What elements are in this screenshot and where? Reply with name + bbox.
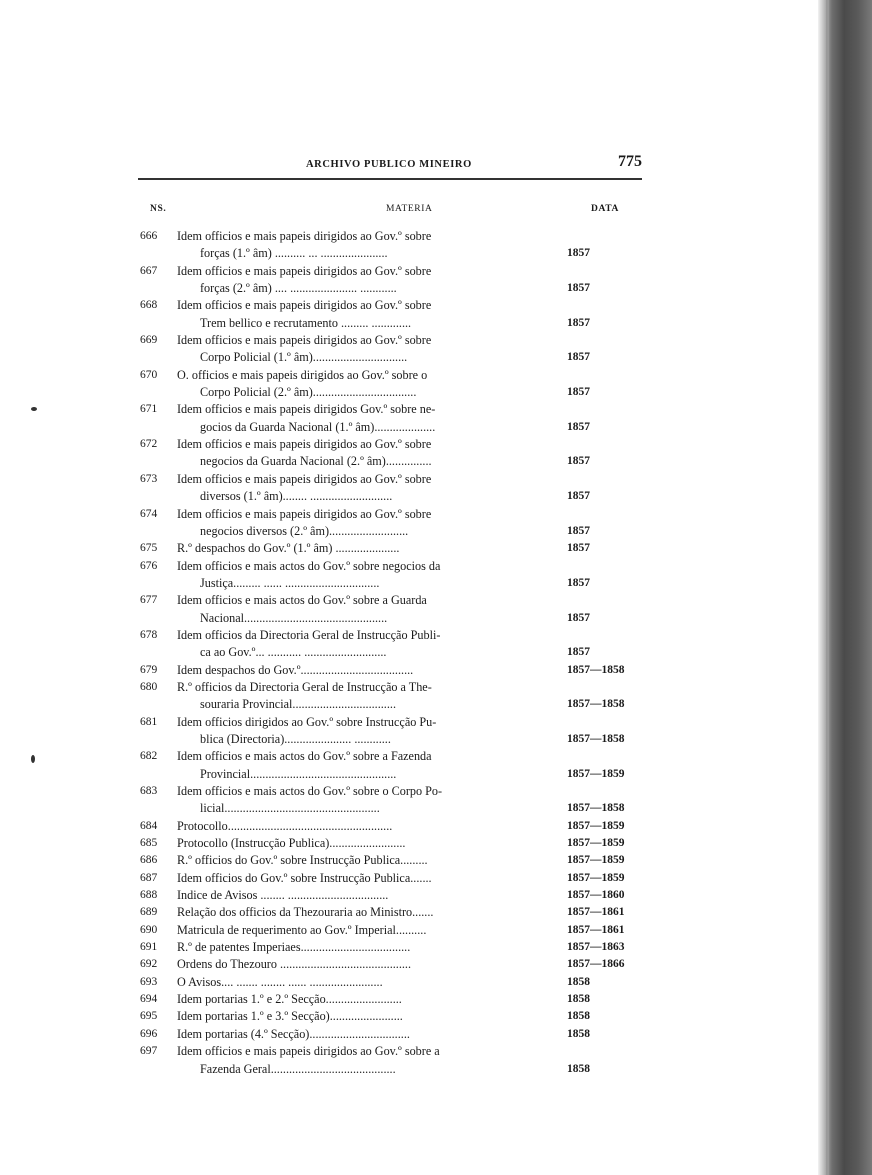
entry-date: 1857—1861 (567, 923, 625, 936)
catalog-entry (140, 471, 640, 506)
entry-number: 669 (140, 334, 158, 347)
entry-subject-continuation: Nacional............................................... (200, 610, 388, 625)
entry-subject-line: Idem portarias (4.º Secção)................................. (177, 1026, 410, 1041)
entry-number: 681 (140, 715, 158, 728)
ink-speck (31, 755, 35, 763)
entry-subject-line: Idem despachos do Gov.º..................................... (177, 662, 414, 677)
entry-number: 687 (140, 871, 158, 884)
entry-subject-line: Idem officios e mais papeis dirigidos ao Gov.º sobre (177, 263, 432, 278)
entry-date: 1857—1861 (567, 906, 625, 919)
entry-number: 692 (140, 958, 158, 971)
catalog-list (140, 228, 640, 1078)
entry-subject-line: R.º despachos do Gov.º (1.º âm) ..................... (177, 541, 400, 556)
entry-subject-line: Idem officios dirigidos ao Gov.º sobre Instrucção Pu- (177, 714, 437, 729)
entry-date: 1857 (567, 542, 590, 555)
entry-subject-line: Idem officios e mais papeis dirigidos ao Gov.º sobre (177, 506, 432, 521)
entry-number: 691 (140, 941, 158, 954)
entry-subject-continuation: ca ao Gov.º... ........... ........................... (200, 645, 387, 660)
entry-number: 689 (140, 906, 158, 919)
entry-date: 1858 (567, 1010, 590, 1023)
catalog-entry (140, 1008, 640, 1025)
entry-date: 1857 (567, 455, 590, 468)
entry-number: 668 (140, 299, 158, 312)
entry-subject-line: O Avisos.... ....... ........ ...... ........................ (177, 974, 383, 989)
entry-date: 1857 (567, 351, 590, 364)
entry-date: 1857—1859 (567, 819, 625, 832)
entry-subject (177, 679, 529, 714)
entry-subject-line: R.º de patentes Imperiaes.................................... (177, 940, 411, 955)
catalog-entry (140, 939, 640, 956)
entry-number: 673 (140, 472, 158, 485)
catalog-entry (140, 974, 640, 991)
catalog-entry (140, 887, 640, 904)
entry-subject-continuation: negocios da Guarda Nacional (2.º âm)............... (200, 454, 432, 469)
catalog-entry (140, 297, 640, 332)
entry-date: 1858 (567, 1062, 590, 1075)
entry-subject-continuation: diversos (1.º âm)........ ........................... (200, 489, 393, 504)
catalog-entry (140, 783, 640, 818)
entry-number: 686 (140, 854, 158, 867)
catalog-entry (140, 1043, 640, 1078)
column-header-date: DATA (591, 204, 619, 214)
entry-date: 1857 (567, 576, 590, 589)
entry-subject (177, 1026, 529, 1043)
entry-number: 693 (140, 975, 158, 988)
entry-subject-continuation: Corpo Policial (1.º âm)............................... (200, 350, 408, 365)
book-binding-edge (818, 0, 872, 1175)
entry-number: 696 (140, 1027, 158, 1040)
entry-subject-line: Idem officios e mais actos do Gov.º sobre a Fazenda (177, 749, 432, 764)
entry-subject (177, 367, 529, 402)
catalog-entry (140, 332, 640, 367)
entry-date: 1858 (567, 993, 590, 1006)
entry-subject-line: R.º officios da Directoria Geral de Instrucção a The- (177, 679, 432, 694)
entry-subject (177, 558, 529, 593)
entry-subject-continuation: Corpo Policial (2.º âm).................................. (200, 385, 417, 400)
entry-subject (177, 332, 529, 367)
entry-subject (177, 401, 529, 436)
entry-subject (177, 818, 529, 835)
entry-number: 697 (140, 1045, 158, 1058)
entry-subject-line: Idem officios e mais actos do Gov.º sobre o Corpo Po- (177, 784, 443, 798)
entry-date: 1857 (567, 490, 590, 503)
entry-date: 1857 (567, 282, 590, 295)
entry-subject (177, 904, 529, 921)
entry-subject-line: Idem officios e mais papeis dirigidos ao Gov.º sobre (177, 229, 432, 243)
catalog-entry (140, 679, 640, 714)
entry-subject (177, 228, 529, 263)
entry-date: 1858 (567, 975, 590, 988)
entry-subject-continuation: blica (Directoria)...................... ............ (200, 731, 391, 746)
entry-subject-continuation: negocios diversos (2.º âm).......................... (200, 523, 409, 538)
catalog-entry (140, 558, 640, 593)
entry-subject (177, 714, 529, 749)
entry-number: 694 (140, 993, 158, 1006)
entry-date: 1857 (567, 316, 590, 329)
catalog-entry (140, 922, 640, 939)
ink-speck (31, 407, 37, 411)
entry-subject (177, 506, 529, 541)
entry-subject-line: Idem portarias 1.º e 3.º Secção)........................ (177, 1009, 403, 1024)
entry-date: 1857 (567, 386, 590, 399)
entry-date: 1857—1858 (567, 663, 625, 676)
entry-number: 695 (140, 1010, 158, 1023)
entry-subject (177, 974, 529, 991)
entry-number: 674 (140, 507, 158, 520)
entry-subject-continuation: Trem bellico e recrutamento ......... ............. (200, 315, 412, 330)
catalog-entry (140, 714, 640, 749)
entry-date: 1857 (567, 524, 590, 537)
entry-number: 676 (140, 559, 158, 572)
entry-subject-line: Matricula de requerimento ao Gov.º Imperial.......... (177, 922, 427, 937)
column-header-number: NS. (150, 204, 167, 214)
entry-subject-line: R.º officios do Gov.º sobre Instrucção Publica......... (177, 853, 428, 868)
entry-date: 1857—1866 (567, 958, 625, 971)
entry-date: 1857—1859 (567, 837, 625, 850)
entry-subject (177, 662, 529, 679)
entry-number: 677 (140, 594, 158, 607)
catalog-entry (140, 870, 640, 887)
entry-subject-continuation: souraria Provincial.................................. (200, 697, 396, 712)
entry-date: 1858 (567, 1027, 590, 1040)
entry-subject-continuation: licial................................................... (200, 801, 380, 816)
entry-number: 670 (140, 368, 158, 381)
entry-subject-continuation: forças (1.º âm) .......... ... ...................... (200, 246, 388, 261)
entry-date: 1857—1859 (567, 871, 625, 884)
catalog-entry (140, 956, 640, 973)
entry-subject-line: Idem officios e mais actos do Gov.º sobre a Guarda (177, 593, 427, 608)
entry-subject (177, 852, 529, 869)
catalog-entry (140, 662, 640, 679)
entry-subject-line: Relação dos officios da Thezouraria ao Ministro....... (177, 905, 434, 920)
entry-subject (177, 991, 529, 1008)
entry-number: 680 (140, 680, 158, 693)
catalog-entry (140, 592, 640, 627)
entry-subject (177, 1043, 529, 1078)
entry-number: 672 (140, 438, 158, 451)
header-rule (138, 178, 642, 180)
entry-date: 1857—1858 (567, 732, 625, 745)
entry-date: 1857—1858 (567, 698, 625, 711)
entry-number: 690 (140, 923, 158, 936)
entry-date: 1857—1859 (567, 767, 625, 780)
entry-number: 667 (140, 264, 158, 277)
catalog-entry (140, 991, 640, 1008)
running-title: ARCHIVO PUBLICO MINEIRO (306, 159, 472, 170)
catalog-entry (140, 506, 640, 541)
catalog-entry (140, 263, 640, 298)
page-header (138, 153, 642, 175)
catalog-entry (140, 904, 640, 921)
entry-subject (177, 540, 529, 557)
entry-subject (177, 835, 529, 852)
entry-subject (177, 471, 529, 506)
entry-subject-line: Idem portarias 1.º e 2.º Secção......................... (177, 992, 402, 1007)
entry-subject (177, 263, 529, 298)
entry-number: 666 (140, 230, 158, 242)
entry-subject-continuation: gocios da Guarda Nacional (1.º âm).................... (200, 419, 436, 434)
catalog-entry (140, 228, 640, 263)
catalog-entry (140, 436, 640, 471)
entry-number: 683 (140, 785, 158, 797)
entry-subject (177, 436, 529, 471)
entry-subject-line: Protocollo...................................................... (177, 818, 393, 833)
entry-subject-line: Idem officios e mais papeis dirigidos Gov.º sobre ne- (177, 402, 436, 417)
entry-subject (177, 922, 529, 939)
column-header-subject: MATERIA (386, 204, 433, 214)
page-number: 775 (618, 153, 642, 170)
entry-subject-line: Idem officios e mais papeis dirigidos ao Gov.º sobre a (177, 1044, 440, 1059)
entry-date: 1857—1860 (567, 889, 625, 902)
entry-subject-line: Idem officios e mais papeis dirigidos ao Gov.º sobre (177, 333, 432, 348)
entry-number: 675 (140, 542, 158, 555)
entry-subject-continuation: Fazenda Geral......................................... (200, 1061, 396, 1076)
entry-subject-line: Protocollo (Instrucção Publica)......................... (177, 836, 406, 851)
entry-subject (177, 1008, 529, 1025)
entry-subject-continuation: Justiça......... ...... ............................... (200, 575, 380, 590)
catalog-entry (140, 627, 640, 662)
entry-subject-continuation: forças (2.º âm) .... ...................... ............ (200, 281, 397, 296)
entry-subject-line: Idem officios e mais papeis dirigidos ao Gov.º sobre (177, 298, 432, 313)
entry-date: 1857—1859 (567, 854, 625, 867)
catalog-entry (140, 401, 640, 436)
entry-number: 671 (140, 403, 158, 416)
entry-subject-line: Idem officios e mais papeis dirigidos ao Gov.º sobre (177, 471, 432, 486)
entry-subject-line: Idem officios da Directoria Geral de Instrucção Publi- (177, 627, 441, 642)
entry-subject-line: O. officios e mais papeis dirigidos ao Gov.º sobre o (177, 367, 428, 382)
entry-number: 685 (140, 837, 158, 850)
entry-subject-line: Idem officios do Gov.º sobre Instrucção Publica....... (177, 870, 432, 885)
entry-subject (177, 748, 529, 783)
entry-date: 1857 (567, 611, 590, 624)
entry-subject (177, 887, 529, 904)
catalog-entry (140, 540, 640, 557)
entry-date: 1857 (567, 247, 590, 260)
entry-date: 1857 (567, 420, 590, 433)
entry-subject-line: Idem officios e mais papeis dirigidos ao Gov.º sobre (177, 437, 432, 452)
entry-date: 1857—1858 (567, 802, 625, 815)
entry-subject (177, 627, 529, 662)
catalog-entry (140, 367, 640, 402)
entry-subject-line: Ordens do Thezouro ........................................... (177, 957, 412, 972)
entry-subject-line: Indice de Avisos ........ ................................. (177, 888, 389, 903)
entry-number: 678 (140, 628, 158, 641)
entry-subject-continuation: Provincial................................................ (200, 766, 397, 781)
catalog-entry (140, 748, 640, 783)
catalog-entry (140, 852, 640, 869)
entry-date: 1857 (567, 646, 590, 659)
entry-subject (177, 956, 529, 973)
entry-subject (177, 870, 529, 887)
entry-number: 682 (140, 750, 158, 763)
entry-number: 684 (140, 819, 158, 832)
entry-subject (177, 297, 529, 332)
entry-number: 679 (140, 663, 158, 676)
entry-subject (177, 783, 529, 818)
entry-subject (177, 592, 529, 627)
catalog-entry (140, 818, 640, 835)
entry-subject (177, 939, 529, 956)
catalog-entry (140, 1026, 640, 1043)
catalog-entry (140, 835, 640, 852)
entry-number: 688 (140, 889, 158, 902)
entry-date: 1857—1863 (567, 941, 625, 954)
entry-subject-line: Idem officios e mais actos do Gov.º sobre negocios da (177, 558, 441, 573)
